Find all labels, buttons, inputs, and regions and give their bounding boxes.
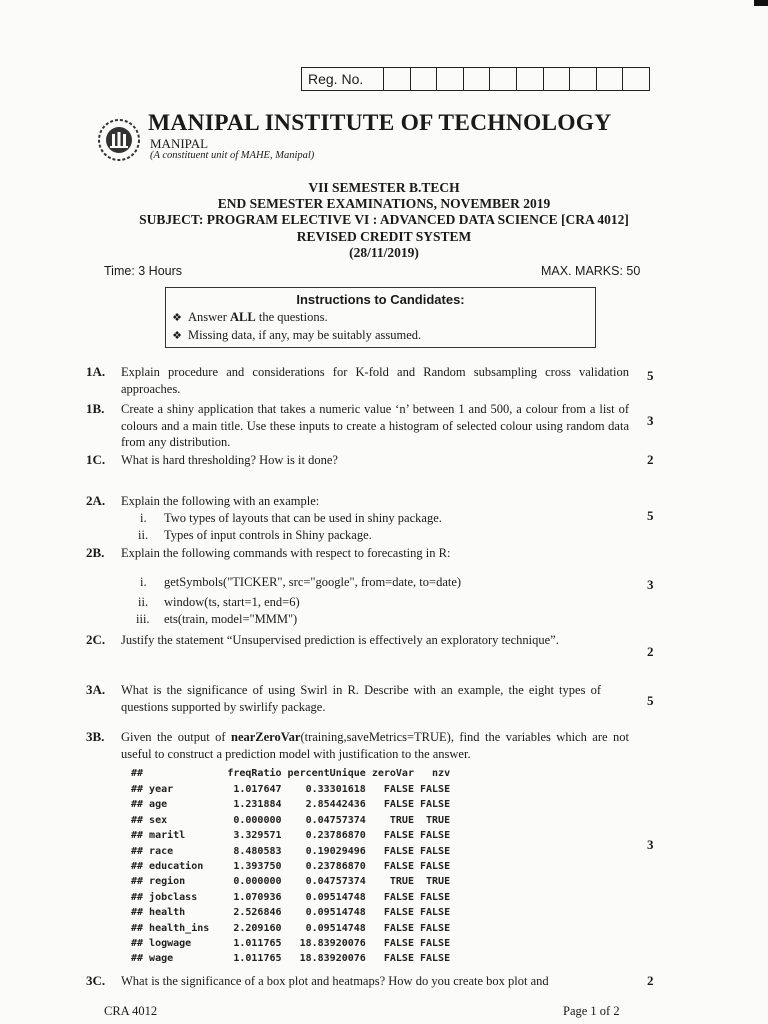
institute-constituent: (A constituent unit of MAHE, Manipal) bbox=[150, 150, 315, 161]
nzv-table-row: ## health_ins 2.209160 0.09514748 FALSE FALSE bbox=[131, 922, 451, 934]
question-marks: 3 bbox=[647, 413, 654, 428]
question-text: Explain the following with an example: bbox=[121, 494, 320, 508]
sub-item-text: Types of input controls in Shiny package. bbox=[164, 528, 372, 542]
exam-time: Time: 3 Hours bbox=[104, 264, 183, 278]
nzv-table-header: ## freqRatio percentUnique zeroVar nzv bbox=[131, 768, 451, 779]
reg-no-cell bbox=[437, 68, 464, 90]
instruction-item bbox=[166, 310, 328, 325]
question-text bbox=[121, 729, 629, 762]
exam-date: (28/11/2019) bbox=[349, 245, 419, 260]
instruction-text: Answer bbox=[188, 310, 231, 324]
instruction-bold: ALL bbox=[230, 310, 256, 324]
sub-item-text: ets(train, model="MMM") bbox=[164, 612, 298, 626]
footer-course-code: CRA 4012 bbox=[104, 1004, 158, 1018]
question-number: 3C. bbox=[86, 973, 106, 988]
question-marks: 5 bbox=[647, 368, 654, 383]
institute-name: MANIPAL INSTITUTE OF TECHNOLOGY bbox=[148, 110, 612, 136]
reg-no-cell bbox=[490, 68, 517, 90]
diamond-bullet-icon: ❖ bbox=[172, 312, 182, 324]
scan-corner-mark bbox=[754, 0, 768, 6]
nzv-table-row: ## race 8.480583 0.19029496 FALSE FALSE bbox=[131, 845, 451, 857]
footer-page-number: Page 1 of 2 bbox=[563, 1004, 620, 1018]
reg-no-label: Reg. No. bbox=[302, 68, 384, 90]
instruction-text: the questions. bbox=[255, 310, 328, 324]
question-marks: 3 bbox=[647, 577, 654, 592]
nzv-table-row: ## region 0.000000 0.04757374 TRUE TRUE bbox=[131, 876, 451, 888]
question-text: Justify the statement “Unsupervised prediction is effectively an exploratory technique”. bbox=[121, 633, 559, 647]
reg-no-box bbox=[301, 67, 650, 91]
nzv-table-row: ## jobclass 1.070936 0.09514748 FALSE FALSE bbox=[131, 891, 451, 903]
sub-item-number: i. bbox=[140, 575, 147, 589]
sub-item-text: Two types of layouts that can be used in shiny package. bbox=[164, 511, 442, 525]
reg-no-cell bbox=[570, 68, 597, 90]
sub-item-number: ii. bbox=[138, 595, 149, 609]
nzv-table-row: ## maritl 3.329571 0.23786870 FALSE FALSE bbox=[131, 830, 451, 842]
reg-no-cell bbox=[623, 68, 649, 90]
subject-line: SUBJECT: PROGRAM ELECTIVE VI : ADVANCED DATA SCIENCE [CRA 4012] bbox=[139, 212, 629, 227]
reg-no-cell bbox=[464, 68, 491, 90]
question-marks: 5 bbox=[647, 693, 654, 708]
sub-item-text: window(ts, start=1, end=6) bbox=[164, 595, 300, 609]
max-marks: MAX. MARKS: 50 bbox=[541, 264, 641, 278]
institute-logo-icon bbox=[96, 117, 142, 163]
question-text: What is the significance of a box plot and heatmaps? How do you create box plot and bbox=[121, 974, 549, 988]
question-number: 2A. bbox=[86, 493, 106, 508]
nzv-table-row: ## education 1.393750 0.23786870 FALSE FALSE bbox=[131, 861, 451, 872]
question-text-part: Given the output of bbox=[121, 730, 231, 744]
credit-system: REVISED CREDIT SYSTEM bbox=[296, 229, 472, 244]
nzv-table-row: ## health 2.526846 0.09514748 FALSE FALSE bbox=[131, 907, 451, 919]
sub-item-text: getSymbols("TICKER", src="google", from=date, to=date) bbox=[164, 575, 462, 589]
question-number: 2B. bbox=[86, 545, 105, 560]
nzv-table-row: ## age 1.231884 2.85442436 FALSE FALSE bbox=[131, 799, 451, 811]
diamond-bullet-icon: ❖ bbox=[172, 330, 182, 342]
reg-no-cell bbox=[411, 68, 438, 90]
question-marks: 2 bbox=[647, 644, 654, 659]
instruction-item bbox=[166, 328, 421, 343]
question-number: 1A. bbox=[86, 364, 106, 379]
question-text: Explain the following commands with respect to forecasting in R: bbox=[121, 546, 451, 560]
question-number: 2C. bbox=[86, 632, 106, 647]
nzv-table-row: ## wage 1.011765 18.83920076 FALSE FALSE bbox=[131, 953, 451, 965]
nzv-table-row: ## year 1.017647 0.33301618 FALSE FALSE bbox=[131, 784, 451, 795]
nzv-table-row: ## sex 0.000000 0.04757374 TRUE TRUE bbox=[131, 814, 451, 826]
question-text-part: (training,saveMetrics=TRUE), find the variables which are not useful to construct a prediction model with justification to the answer. bbox=[121, 730, 629, 761]
reg-no-cell bbox=[597, 68, 624, 90]
reg-no-cell bbox=[517, 68, 544, 90]
question-number: 1B. bbox=[86, 401, 105, 416]
question-marks: 5 bbox=[647, 508, 654, 523]
sub-item-number: iii. bbox=[136, 612, 150, 626]
reg-no-cell bbox=[544, 68, 571, 90]
function-name: nearZeroVar bbox=[231, 730, 301, 744]
semester-line: VII SEMESTER B.TECH bbox=[308, 180, 460, 195]
reg-no-cell bbox=[384, 68, 411, 90]
question-number: 1C. bbox=[86, 452, 106, 467]
question-marks: 3 bbox=[647, 837, 654, 852]
question-text: Explain procedure and considerations for K-fold and Random subsampling cross validation approaches. bbox=[121, 365, 629, 396]
sub-item-number: i. bbox=[140, 511, 147, 525]
question-number: 3A. bbox=[86, 682, 106, 697]
question-text: Create a shiny application that takes a numeric value ‘n’ between 1 and 500, a colour from a list of colours and a main title. Use these inputs to create a histogram of selected colour using random data from any distribution. bbox=[121, 402, 629, 449]
question-text: What is hard thresholding? How is it done? bbox=[121, 453, 338, 467]
institute-place: MANIPAL bbox=[150, 136, 209, 151]
question-marks: 2 bbox=[647, 452, 654, 467]
instructions-box bbox=[165, 287, 596, 348]
sub-item-number: ii. bbox=[138, 528, 149, 542]
question-number: 3B. bbox=[86, 729, 105, 744]
question-marks: 2 bbox=[647, 973, 654, 988]
question-text: What is the significance of using Swirl in R. Describe with an example, the eight types of questions supported by swirlify package. bbox=[121, 683, 601, 714]
instructions-title: Instructions to Candidates: bbox=[296, 292, 465, 307]
nzv-table-row: ## logwage 1.011765 18.83920076 FALSE FALSE bbox=[131, 938, 451, 949]
exam-name: END SEMESTER EXAMINATIONS, NOVEMBER 2019 bbox=[217, 196, 551, 211]
instruction-text: Missing data, if any, may be suitably assumed. bbox=[188, 328, 422, 342]
